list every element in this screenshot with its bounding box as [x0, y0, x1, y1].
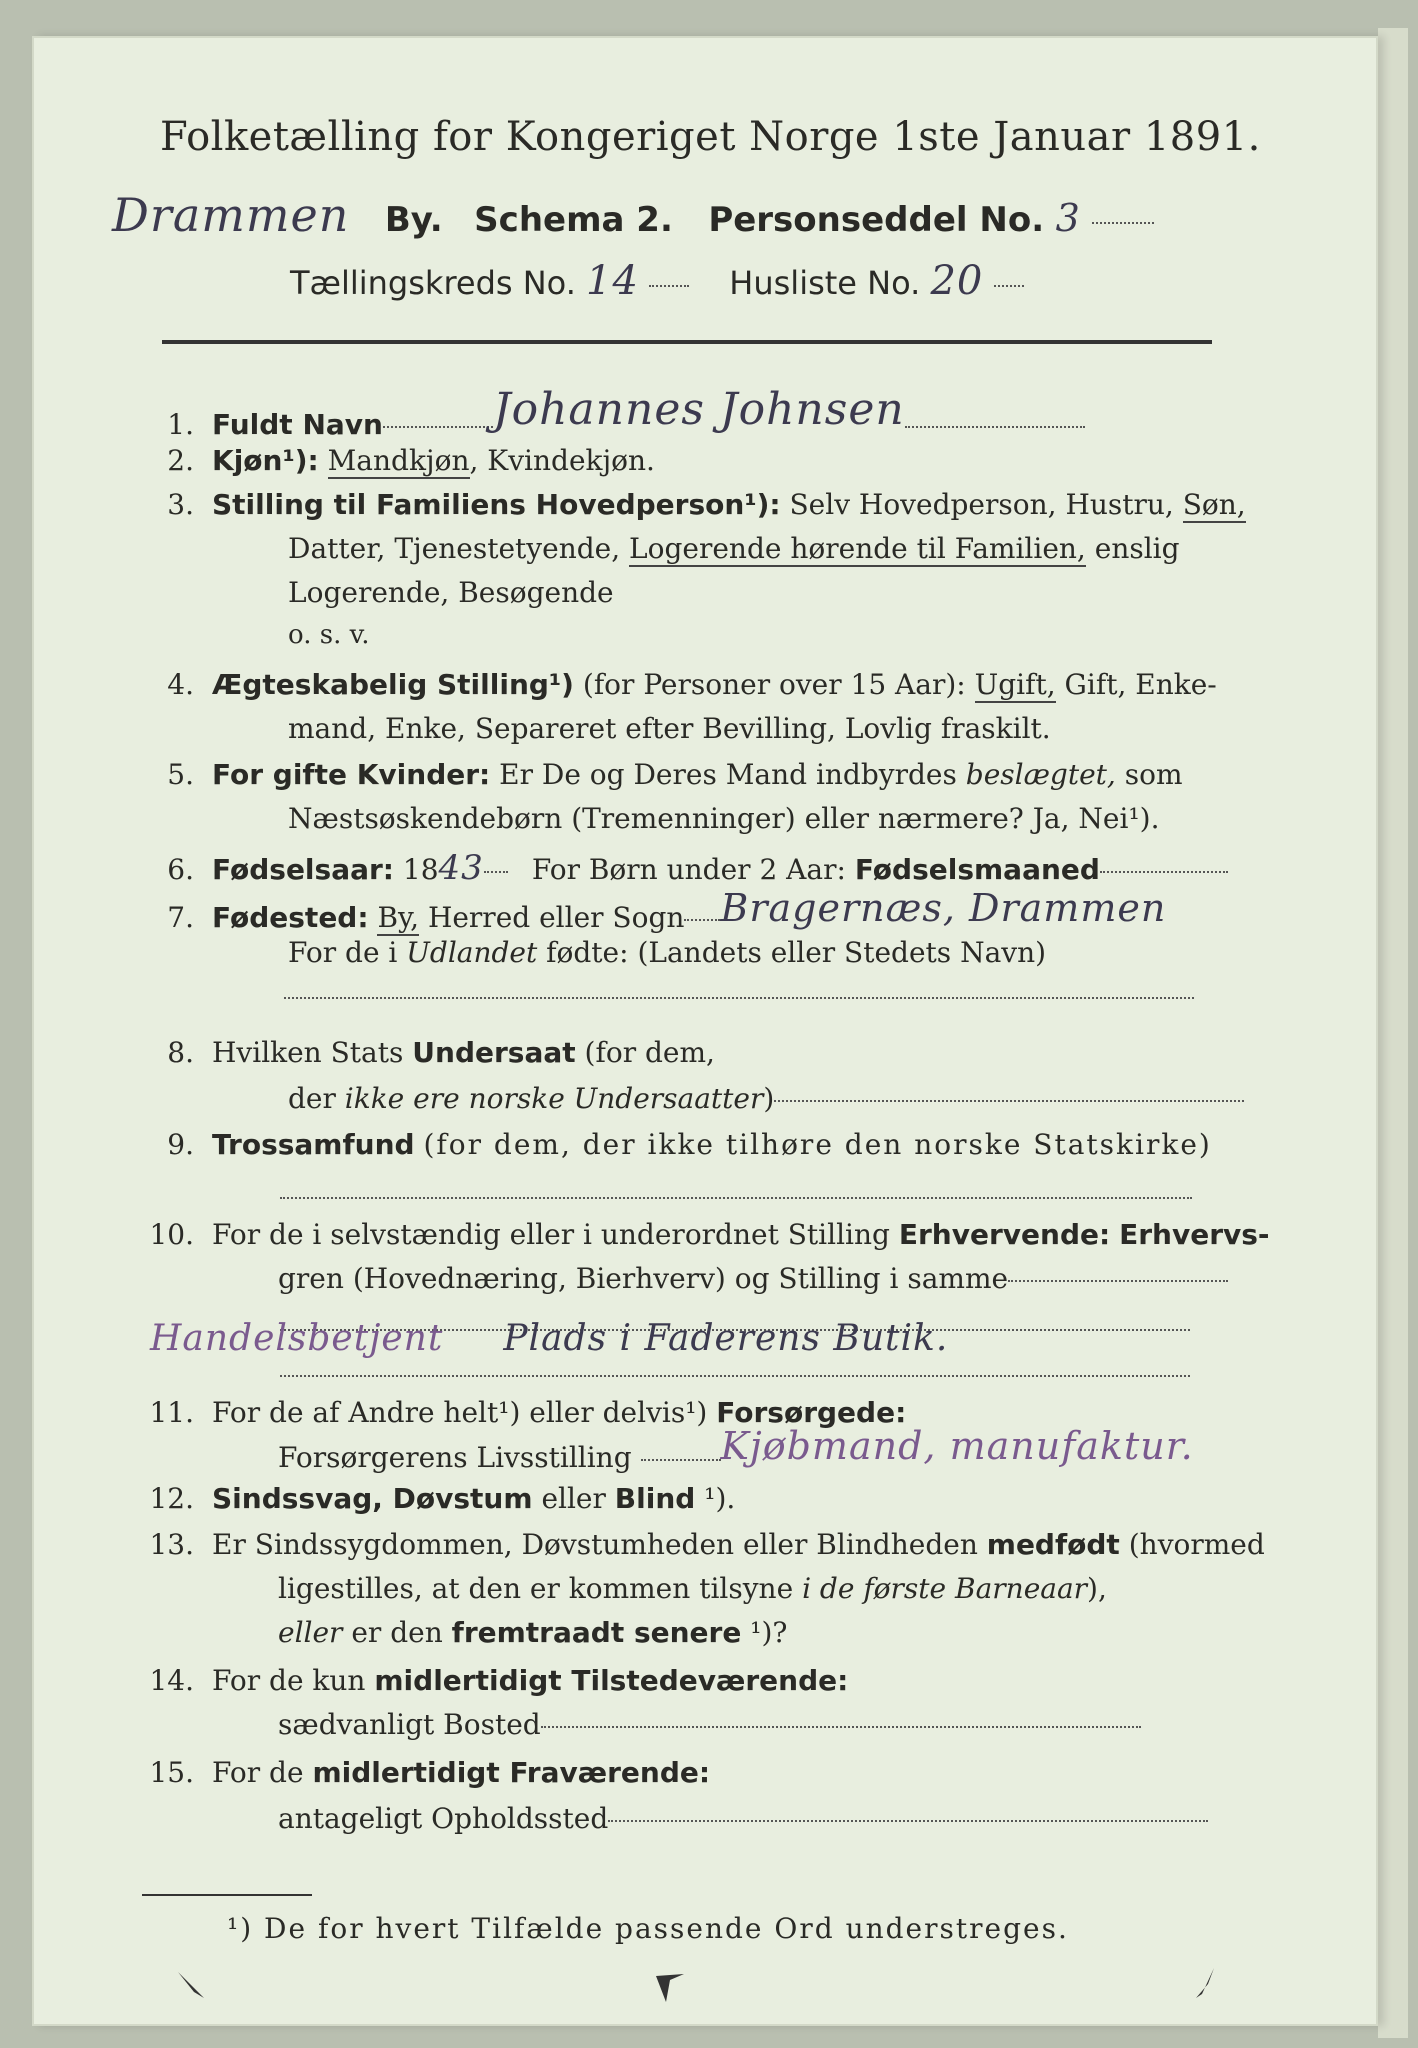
- q-text: , Kvindekjøn.: [469, 444, 655, 477]
- q-label: Fødested:: [212, 901, 369, 934]
- census-form: [32, 36, 1378, 2026]
- option-mandkjon: Mandkjøn: [327, 444, 470, 477]
- dotted-leader: [905, 425, 1085, 428]
- q-text: For de kun: [212, 1664, 366, 1697]
- q-label: midlertidigt Fraværende:: [312, 1756, 711, 1789]
- q-text: som: [1124, 758, 1183, 791]
- question-3-line-2: [288, 532, 1180, 565]
- q-number: 7.: [167, 901, 194, 934]
- schema-label: Schema 2.: [474, 200, 673, 240]
- question-9: [32, 1128, 1212, 1161]
- q-text: sædvanligt Bosted: [278, 1708, 541, 1741]
- q-text: For Børn under 2 Aar:: [531, 853, 846, 886]
- question-12: [32, 1482, 735, 1515]
- q-text: der: [288, 1082, 336, 1115]
- occupation-answer-b: Plads i Faderens Butik.: [503, 1318, 949, 1359]
- q-text-italic: beslægtet,: [965, 758, 1116, 791]
- occupation-answer-a: Handelsbetjent: [150, 1318, 444, 1359]
- q-text: gren (Hovednæring, Bierhverv) og Stilling i samme: [278, 1262, 1009, 1295]
- question-5-line-1: [32, 758, 1183, 791]
- corner-mark-icon: [650, 1968, 690, 2008]
- header-rule: [162, 340, 1212, 344]
- question-7-line-1: [32, 886, 1167, 936]
- question-15-line-2: [278, 1802, 1208, 1835]
- q-text: (hvormed: [1128, 1528, 1265, 1561]
- personseddel-label: Personseddel No.: [708, 200, 1045, 240]
- question-4-line-2: mand, Enke, Separeret efter Bevilling, Lovlig fraskilt.: [288, 712, 1051, 745]
- kreds-number: 14: [586, 258, 639, 304]
- q-number: 13.: [149, 1528, 194, 1561]
- question-14-line-2: [278, 1708, 1141, 1741]
- q-text: ¹).: [704, 1482, 736, 1515]
- q-label: Erhvervende:: [898, 1218, 1111, 1251]
- q-number: 5.: [167, 758, 194, 791]
- q-text: Gift, Enke-: [1064, 668, 1217, 701]
- answer-line: [284, 996, 1194, 999]
- q-label: Fuldt Navn: [212, 408, 383, 441]
- q-text-italic: ikke ere norske Undersaatter: [344, 1082, 764, 1115]
- q-text: antageligt Opholdssted: [278, 1802, 609, 1835]
- option-son: Søn,: [1182, 488, 1246, 521]
- q-text: (for dem,: [584, 1036, 715, 1069]
- question-10-line-1: [32, 1218, 1270, 1251]
- dotted-leader: [641, 1458, 721, 1461]
- q-label: Fødselsmaaned: [854, 853, 1100, 886]
- year-prefix: 18: [402, 853, 439, 886]
- q-text: For de af Andre helt¹) eller delvis¹): [212, 1396, 708, 1429]
- q-label: fremtraadt senere: [451, 1616, 742, 1649]
- dotted-leader: [1100, 870, 1228, 873]
- question-13-line-2: [278, 1572, 1107, 1605]
- q-number: 10.: [149, 1218, 194, 1251]
- q-text: ¹)?: [750, 1616, 788, 1649]
- footnote-rule: [142, 1894, 312, 1896]
- question-13-line-1: [32, 1528, 1265, 1561]
- q-label: Sindssvag, Døvstum: [212, 1482, 533, 1515]
- paper-edge: [1378, 28, 1408, 2038]
- husliste-label: Husliste No.: [729, 264, 921, 302]
- q-text-italic: Udlandet: [406, 936, 538, 969]
- dotted-leader: [484, 870, 508, 873]
- q-text: ): [763, 1082, 775, 1115]
- q-number: 1.: [167, 408, 194, 441]
- q-text: For de: [212, 1756, 304, 1789]
- question-11-line-2: [278, 1424, 1194, 1476]
- q-text: Selv Hovedperson, Hustru,: [789, 488, 1174, 521]
- header-line-3: [290, 258, 1024, 304]
- full-name-answer: Johannes Johnsen: [492, 384, 905, 435]
- option-logerende-horende: Logerende hørende til Familien,: [629, 532, 1086, 565]
- q-text: enslig: [1094, 532, 1180, 565]
- q-text: Herred eller Sogn: [427, 901, 685, 934]
- q-text: Datter, Tjenestetyende,: [288, 532, 621, 565]
- q-label: Undersaat: [412, 1036, 576, 1069]
- q-label: medfødt: [986, 1528, 1120, 1561]
- question-8-line-1: [32, 1036, 715, 1069]
- birthplace-answer: Bragernæs, Drammen: [720, 886, 1167, 930]
- q-label: Trossamfund: [212, 1128, 415, 1161]
- q-number: 8.: [167, 1036, 194, 1069]
- q-text: For de i: [288, 936, 398, 969]
- q-number: 6.: [167, 853, 194, 886]
- city-handwritten: Drammen: [112, 188, 350, 242]
- dotted-leader: [608, 1819, 1208, 1822]
- kreds-label: Tællingskreds No.: [290, 264, 576, 302]
- q-number: 11.: [149, 1396, 194, 1429]
- dotted-leader: [383, 425, 493, 428]
- q-number: 9.: [167, 1128, 194, 1161]
- q-text: eller: [541, 1482, 606, 1515]
- question-10-line-2: [278, 1262, 1228, 1295]
- footnote: ¹) De for hvert Tilfælde passende Ord understreges.: [227, 1912, 1069, 1945]
- provider-answer: Kjøbmand, manufaktur.: [720, 1424, 1194, 1468]
- q-text: Hvilken Stats: [212, 1036, 404, 1069]
- q-number: 3.: [167, 488, 194, 521]
- husliste-number: 20: [930, 258, 984, 304]
- q-text: er den: [351, 1616, 443, 1649]
- dotted-leader: [774, 1099, 1244, 1102]
- q-label: For gifte Kvinder:: [212, 758, 491, 791]
- q-text: Er Sindssygdommen, Døvstumheden eller Blindheden: [212, 1528, 978, 1561]
- question-3-line-3: Logerende, Besøgende: [288, 576, 614, 609]
- question-4-line-1: [32, 668, 1217, 701]
- q-label: Blind: [614, 1482, 696, 1515]
- question-15-line-1: [32, 1756, 710, 1789]
- q-text: Forsørgerens Livsstilling: [278, 1441, 632, 1474]
- header-line-2: [112, 188, 1154, 242]
- q-text: fødte: (Landets eller Stedets Navn): [546, 936, 1047, 969]
- option-by: By,: [377, 901, 420, 934]
- dotted-leader: [684, 918, 720, 921]
- question-6: [32, 848, 1228, 888]
- q-label: Fødselsaar:: [212, 853, 394, 886]
- question-14-line-1: [32, 1664, 848, 1697]
- answer-line: [280, 1196, 1192, 1199]
- q-label: midlertidigt Tilstedeværende:: [374, 1664, 849, 1697]
- personseddel-number: 3: [1055, 196, 1081, 240]
- q-label: Erhvervs-: [1119, 1218, 1270, 1251]
- question-7-line-2: [288, 936, 1046, 969]
- q-text: (for dem, der ikke tilhøre den norske Statskirke): [423, 1128, 1212, 1161]
- dotted-leader: [1008, 1279, 1228, 1282]
- question-3-line-4: o. s. v.: [288, 620, 370, 650]
- q-text-italic: eller: [278, 1616, 343, 1649]
- q-text: For de i selvstændig eller i underordnet Stilling: [212, 1218, 890, 1251]
- q-label: Stilling til Familiens Hovedperson¹):: [212, 488, 781, 521]
- occupation-answer: [150, 1318, 948, 1359]
- q-label: Forsørgede:: [716, 1396, 907, 1429]
- q-number: 14.: [149, 1664, 194, 1697]
- q-number: 15.: [149, 1756, 194, 1789]
- q-label: Ægteskabelig Stilling¹): [212, 668, 574, 701]
- dotted-leader: [1092, 221, 1154, 224]
- dotted-leader: [994, 284, 1024, 287]
- option-ugift: Ugift,: [974, 668, 1056, 701]
- q-text: ),: [1087, 1572, 1107, 1605]
- q-text: Er De og Deres Mand indbyrdes: [499, 758, 957, 791]
- birth-year-answer: 43: [438, 848, 484, 888]
- question-13-line-3: [278, 1616, 787, 1649]
- corner-mark-icon: [1188, 1964, 1228, 2004]
- by-label: By.: [384, 200, 443, 240]
- question-3-line-1: [32, 488, 1246, 521]
- q-text: (for Personer over 15 Aar):: [582, 668, 966, 701]
- form-title: Folketælling for Kongeriget Norge 1ste Januar 1891.: [160, 114, 1261, 160]
- dotted-leader: [541, 1725, 1141, 1728]
- q-number: 4.: [167, 668, 194, 701]
- q-text-italic: i de første Barneaar: [802, 1572, 1088, 1605]
- q-text: ligestilles, at den er kommen tilsyne: [278, 1572, 794, 1605]
- dotted-leader: [649, 284, 689, 287]
- q-number: 2.: [167, 444, 194, 477]
- q-label: Kjøn¹):: [212, 444, 319, 477]
- question-1: [32, 384, 1085, 445]
- question-2: [32, 444, 655, 477]
- q-number: 12.: [149, 1482, 194, 1515]
- answer-line: [280, 1374, 1190, 1377]
- question-8-line-2: [288, 1082, 1244, 1115]
- corner-mark-icon: [174, 1968, 214, 2008]
- question-5-line-2: Næstsøskendebørn (Tremenninger) eller nærmere? Ja, Nei¹).: [288, 802, 1160, 835]
